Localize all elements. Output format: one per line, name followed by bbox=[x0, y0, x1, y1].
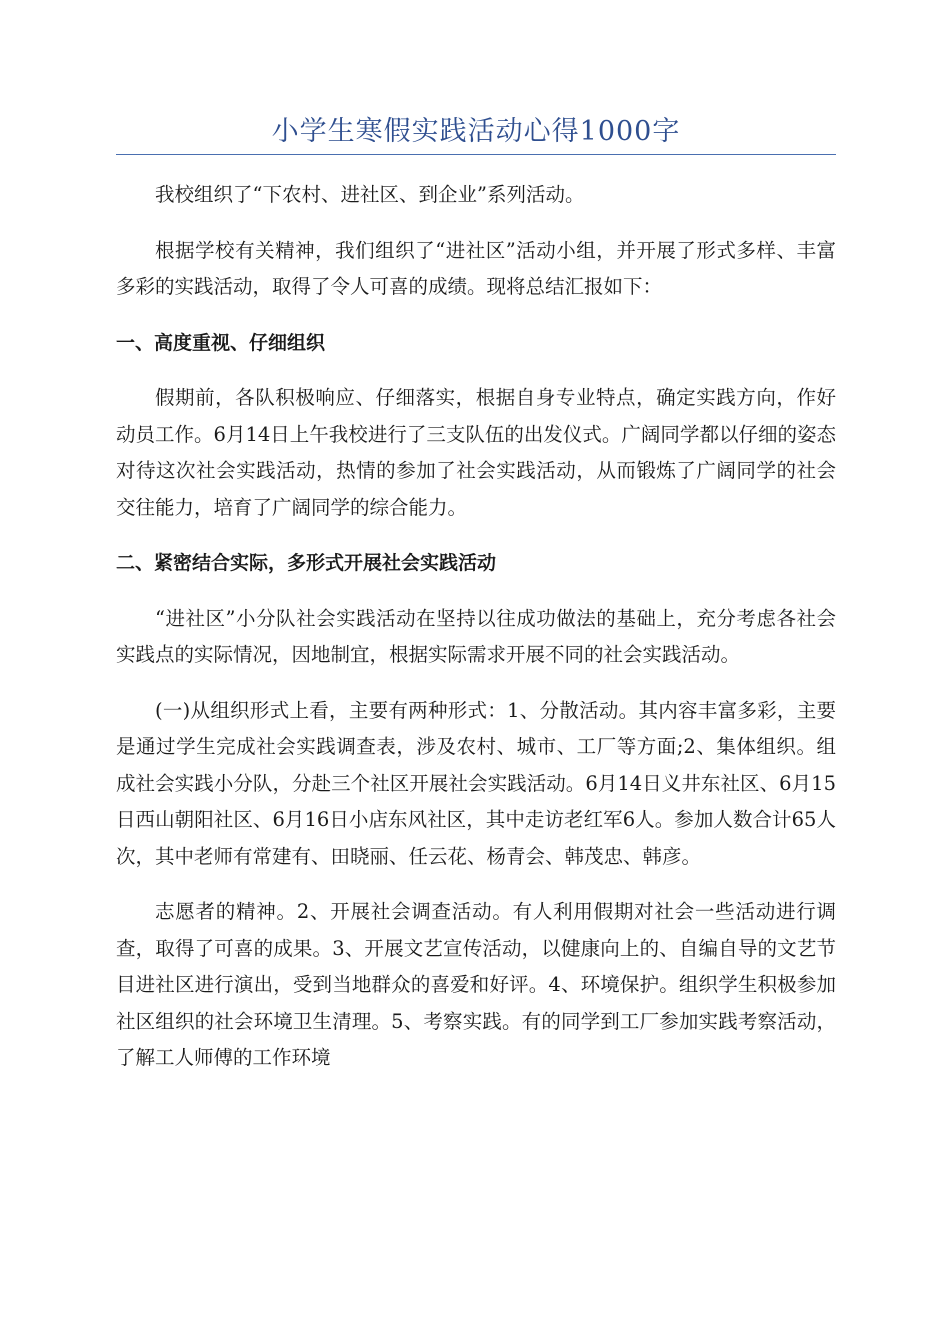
section-heading-2: 二、紧密结合实际，多形式开展社会实践活动 bbox=[116, 552, 497, 574]
paragraph-organization-forms: (一)从组织形式上看，主要有两种形式：1、分散活动。其内容丰富多彩，主要是通过学生完成社会实践调查表，涉及农村、城市、工厂等方面;2、集体组织。组成社会实践小分队，分赴三个社区开展社会实践活动。6月14日义井东社区、6月15日西山朝阳社区、6月16日小店东风社区，其中走访老红军6人。参加人数合计65人次，其中老师有常建有、田晓丽、任云花、杨青会、韩茂忠、韩彦。 bbox=[116, 698, 836, 868]
paragraph-section-2: “进社区”小分队社会实践活动在坚持以往成功做法的基础上，充分考虑各社会实践点的实际情况，因地制宜，根据实际需求开展不同的社会实践活动。 bbox=[116, 606, 836, 666]
paragraph-intro: 我校组织了“下农村、进社区、到企业”系列活动。 bbox=[155, 183, 585, 206]
paragraph-activities: 志愿者的精神。2、开展社会调查活动。有人利用假期对社会一些活动进行调查，取得了可喜的成果。3、开展文艺宣传活动，以健康向上的、自编自导的文艺节目进社区进行演出，受到当地群众的喜爱和好评。4、环境保护。组织学生积极参加社区组织的社会环境卫生清理。5、考察实践。有的同学到工厂参加实践考察活动，了解工人师傅的工作环境 bbox=[116, 900, 836, 1069]
section-heading-1: 一、高度重视、仔细组织 bbox=[116, 331, 326, 354]
paragraph-section-1: 假期前，各队积极响应、仔细落实，根据自身专业特点，确定实践方向，作好动员工作。6月14日上午我校进行了三支队伍的出发仪式。广阔同学都以仔细的姿态对待这次社会实践活动，热情的参加了社会实践活动，从而锻炼了广阔同学的社会交往能力，培育了广阔同学的综合能力。 bbox=[116, 386, 836, 519]
document-title: 小学生寒假实践活动心得1000字 bbox=[271, 116, 681, 147]
document-page bbox=[116, 0, 836, 1077]
paragraph-summary: 根据学校有关精神，我们组织了“进社区”活动小组，并开展了形式多样、丰富多彩的实践活动，取得了令人可喜的成绩。现将总结汇报如下： bbox=[116, 238, 836, 298]
